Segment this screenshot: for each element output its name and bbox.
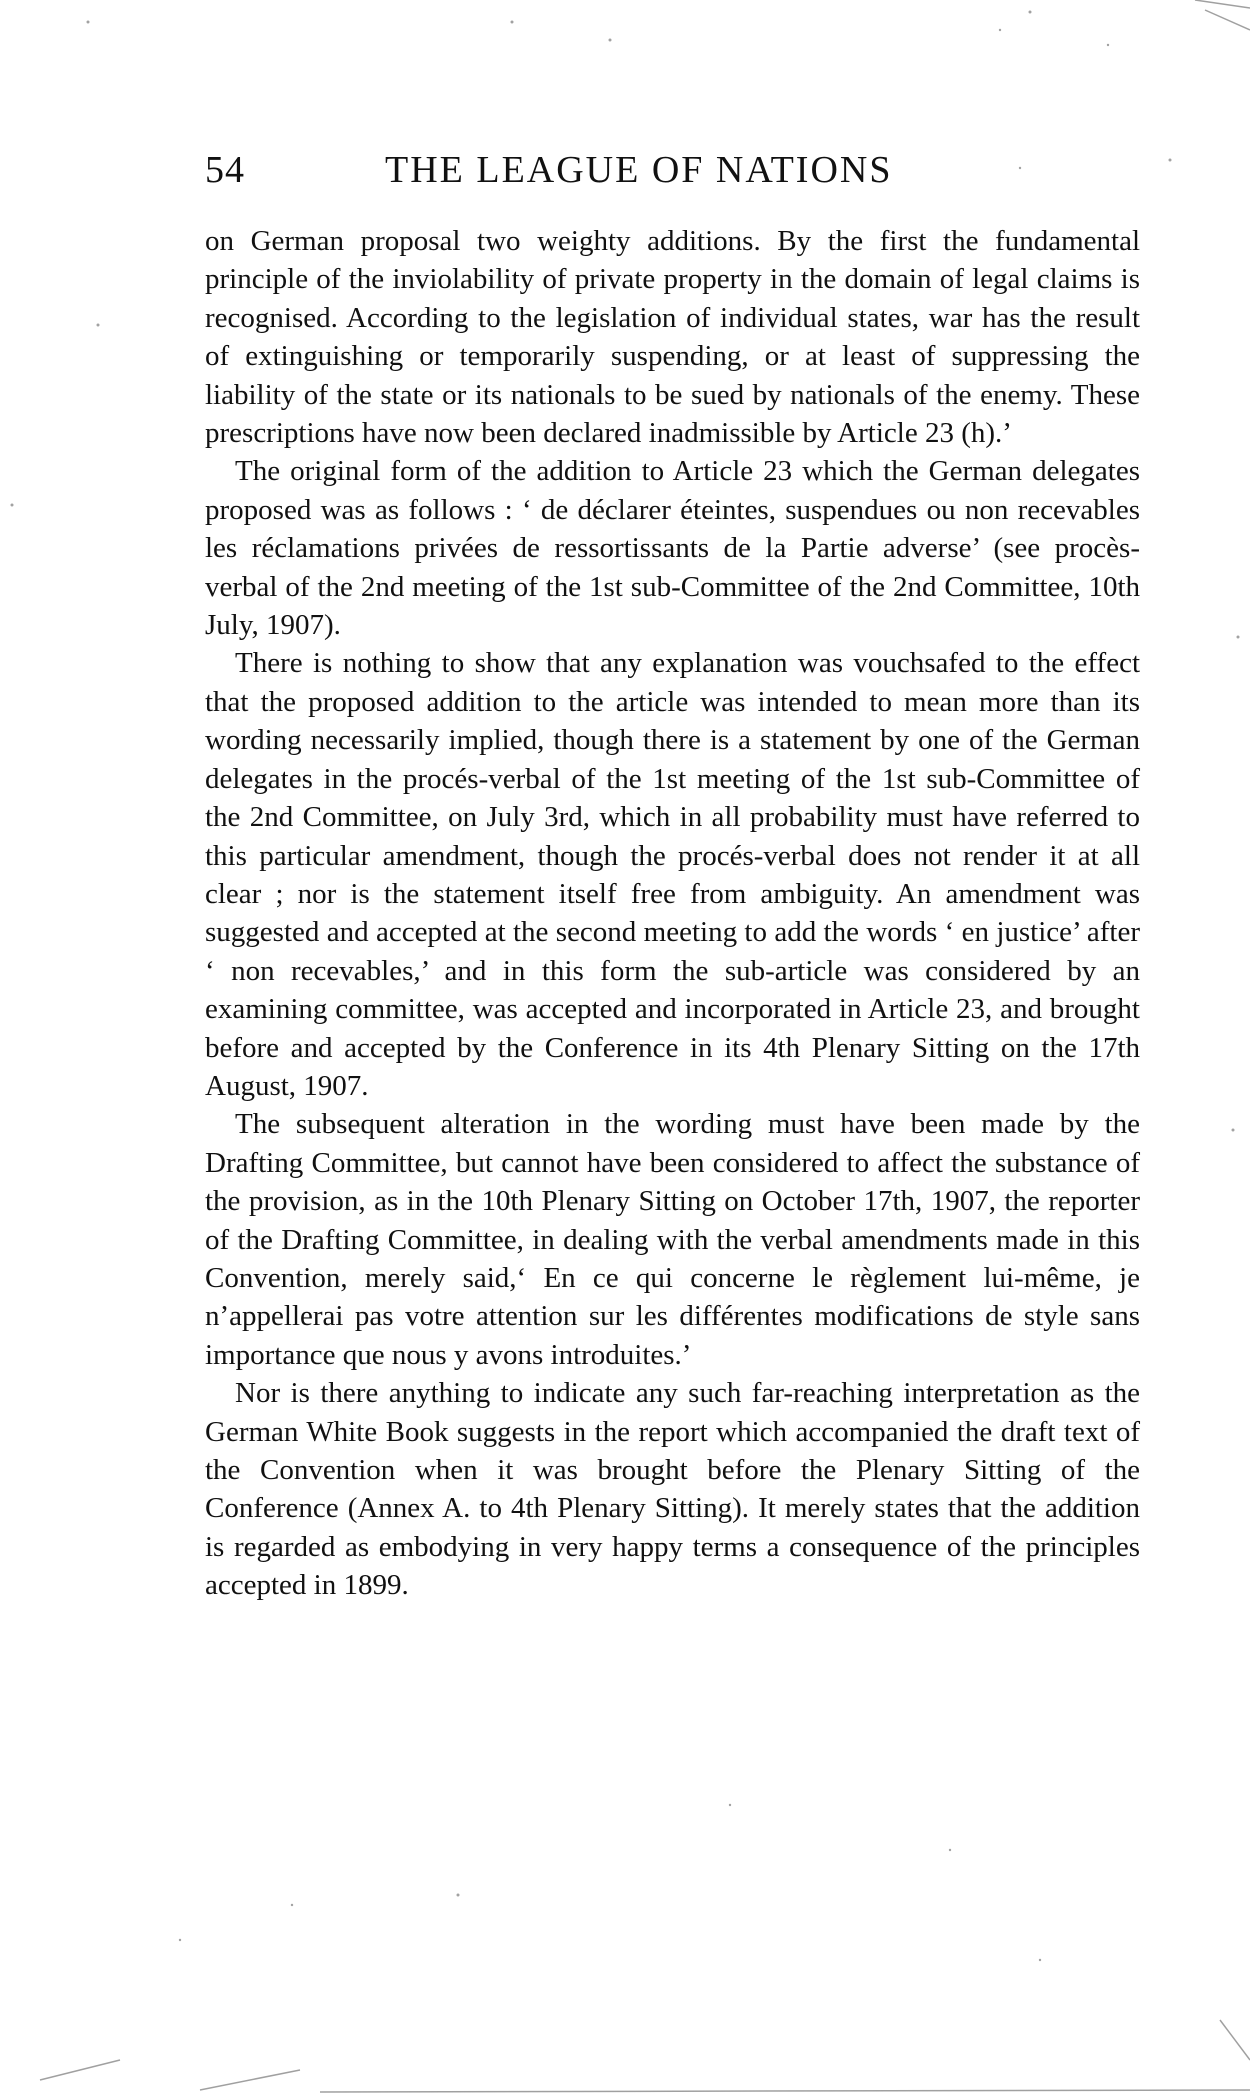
paragraph: There is nothing to show that any explanation was vouchsafed to the effect that the proposed addition to the article was intended to mean more than its wording necessarily implied, though there is a statement by one of the German delegates in the procés-verbal of the 1st meeting of the 1st sub-Committee of the 2nd Committee, on July 3rd, which in all probability must have referred to this particular amendment, though the procés-verbal does not render it at all clear ; nor is the statement itself free from ambiguity. An amendment was suggested and accepted at the second meeting to add the words ‘ en justice’ after ‘ non recevables,’ and in this form the sub-article was considered by an examining committee, was accepted and incorporated in Article 23, and brought before and accepted by the Conference in its 4th Plenary Sitting on the 17th August, 1907. bbox=[205, 647, 1140, 1102]
paragraph-continued: on German proposal two weighty additions. By the first the fundamental principle of the inviolability of private property in the domain of legal claims is recognised. According to the legislation of individual states, war has the result of extinguishing or temporarily suspending, or at least of suppressing the liability of the state or its nationals to be sued by nationals of the enemy. These prescriptions have now been declared inadmissible by Article 23 (h).’ bbox=[205, 225, 1140, 450]
page-number: 54 bbox=[205, 149, 245, 191]
paragraph: Nor is there anything to indicate any such far-reaching interpretation as the German White Book suggests in the report which accompanied the draft text of the Convention when it was brought before the Plenary Sitting of the Conference (Annex A. to 4th Plenary Sitting). It merely states that the addition is regarded as embodying in very happy terms a consequence of the principles accepted in 1899. bbox=[205, 1377, 1140, 1602]
running-title: THE LEAGUE OF NATIONS bbox=[385, 149, 893, 191]
page-header bbox=[205, 148, 1145, 198]
body-text bbox=[205, 222, 1140, 1605]
paragraph: The original form of the addition to Article 23 which the German delegates proposed was as follows : ‘ de déclarer éteintes, suspendues ou non recevables les réclamations privées de ressortissants de la Partie adverse’ (see procès-verbal of the 2nd meeting of the 1st sub-Committee of the 2nd Committee, 10th July, 1907). bbox=[205, 455, 1140, 642]
paragraph: The subsequent alteration in the wording must have been made by the Drafting Committee, but cannot have been considered to affect the substance of the provision, as in the 10th Plenary Sitting on October 17th, 1907, the reporter of the Drafting Committee, in dealing with the verbal amendments made in this Convention, merely said,‘ En ce qui concerne le règlement lui-même, je n’appellerai pas votre attention sur les différentes modifications de style sans importance que nous y avons introduites.’ bbox=[205, 1108, 1140, 1371]
